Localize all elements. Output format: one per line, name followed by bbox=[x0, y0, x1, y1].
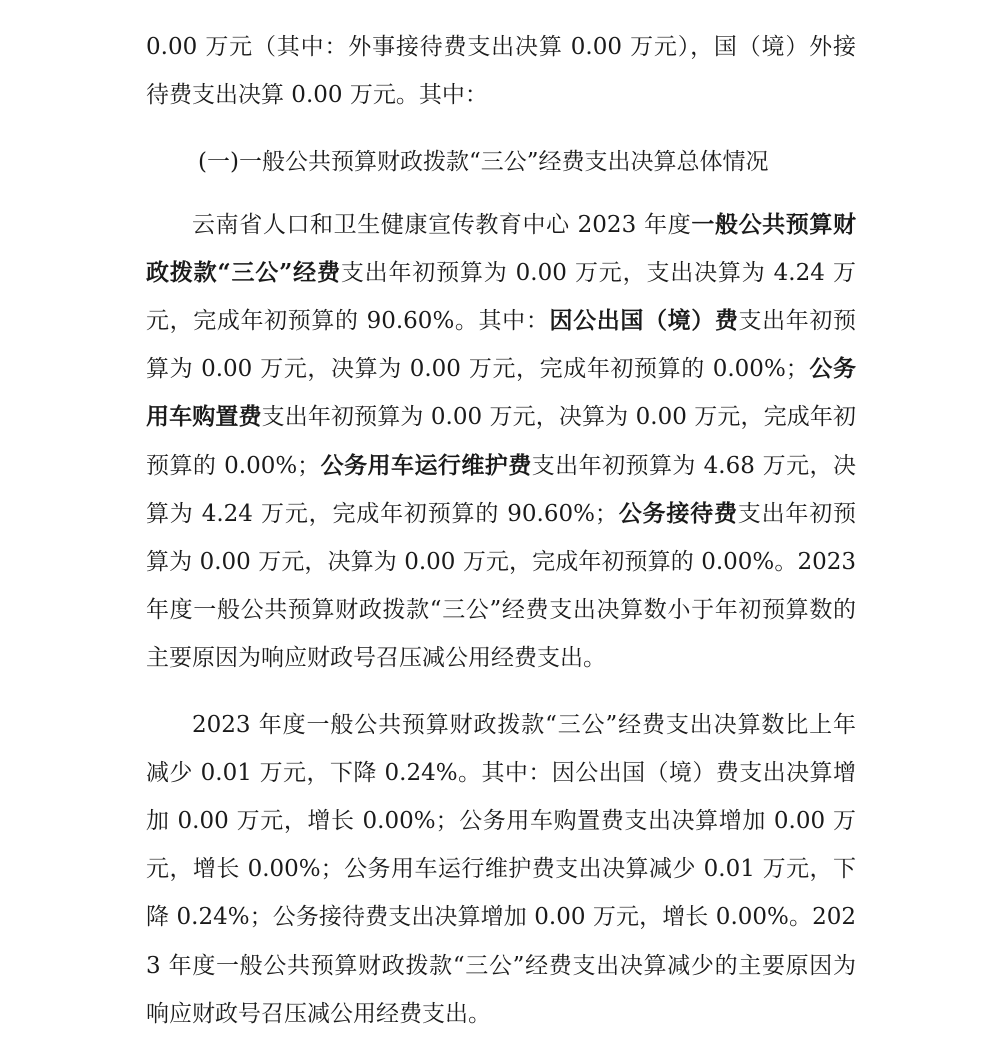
bold-term-vehicle-purchase: 公务用车购置费 bbox=[146, 355, 857, 431]
bold-term-reception: 公务接待费 bbox=[617, 499, 738, 527]
text-span: 支出年初预算为 0.00 万元，决算为 0.00 万元，完成年初预算的 0.00%； bbox=[146, 404, 857, 479]
bold-term-vehicle-operation: 公务用车运行维护费 bbox=[320, 451, 532, 479]
paragraph-continued: 0.00 万元（其中：外事接待费支出决算 0.00 万元），国（境）外接待费支出决算 0.00 万元。其中： bbox=[146, 34, 856, 109]
text-span: 支出年初预算为 4.68 万元，决算为 4.24 万元，完成年初预算的 90.60%； bbox=[146, 452, 856, 527]
paragraph-budget-overview bbox=[146, 201, 856, 683]
bold-term-three-public-funds: 一般公共预算财政拨款“三公”经费 bbox=[146, 210, 856, 286]
text-span: 支出年初预算为 0.00 万元，支出决算为 4.24 万元，完成年初预算的 90.60%。其中： bbox=[146, 259, 856, 335]
paragraph-year-comparison: 2023 年度一般公共预算财政拨款“三公”经费支出决算数比上年减少 0.01 万元，下降 0.24%。其中：因公出国（境）费支出决算增加 0.00 万元，增长 0.00%；公务用车购置费支出决算增加 0.00 万元，增长 0.00%；公务用车运行维护费支出决算减少 0.01 万元，下降 0.24%；公务接待费支出决算增加 0.00 万元，增长 0.00%。2023 年度一般公共预算财政拨款“三公”经费支出决算减少的主要原因为响应财政号召压减公用经费支出。 bbox=[146, 711, 856, 1027]
text-span: 云南省人口和卫生健康宣传教育中心 2023 年度 bbox=[192, 211, 692, 238]
text-span: 支出年初预算为 0.00 万元，决算为 0.00 万元，完成年初预算的 0.00%； bbox=[146, 308, 857, 383]
bold-term-overseas-travel: 因公出国（境）费 bbox=[549, 307, 739, 335]
document-page bbox=[146, 23, 856, 1038]
text-span: 支出年初预算为 0.00 万元，决算为 0.00 万元，完成年初预算的 0.00%。2023 年度一般公共预算财政拨款“三公”经费支出决算数小于年初预算数的主要原因为响应财政号召压减公用经费支出。 bbox=[146, 500, 857, 672]
section-heading: (一)一般公共预算财政拨款“三公”经费支出决算总体情况 bbox=[198, 149, 769, 176]
